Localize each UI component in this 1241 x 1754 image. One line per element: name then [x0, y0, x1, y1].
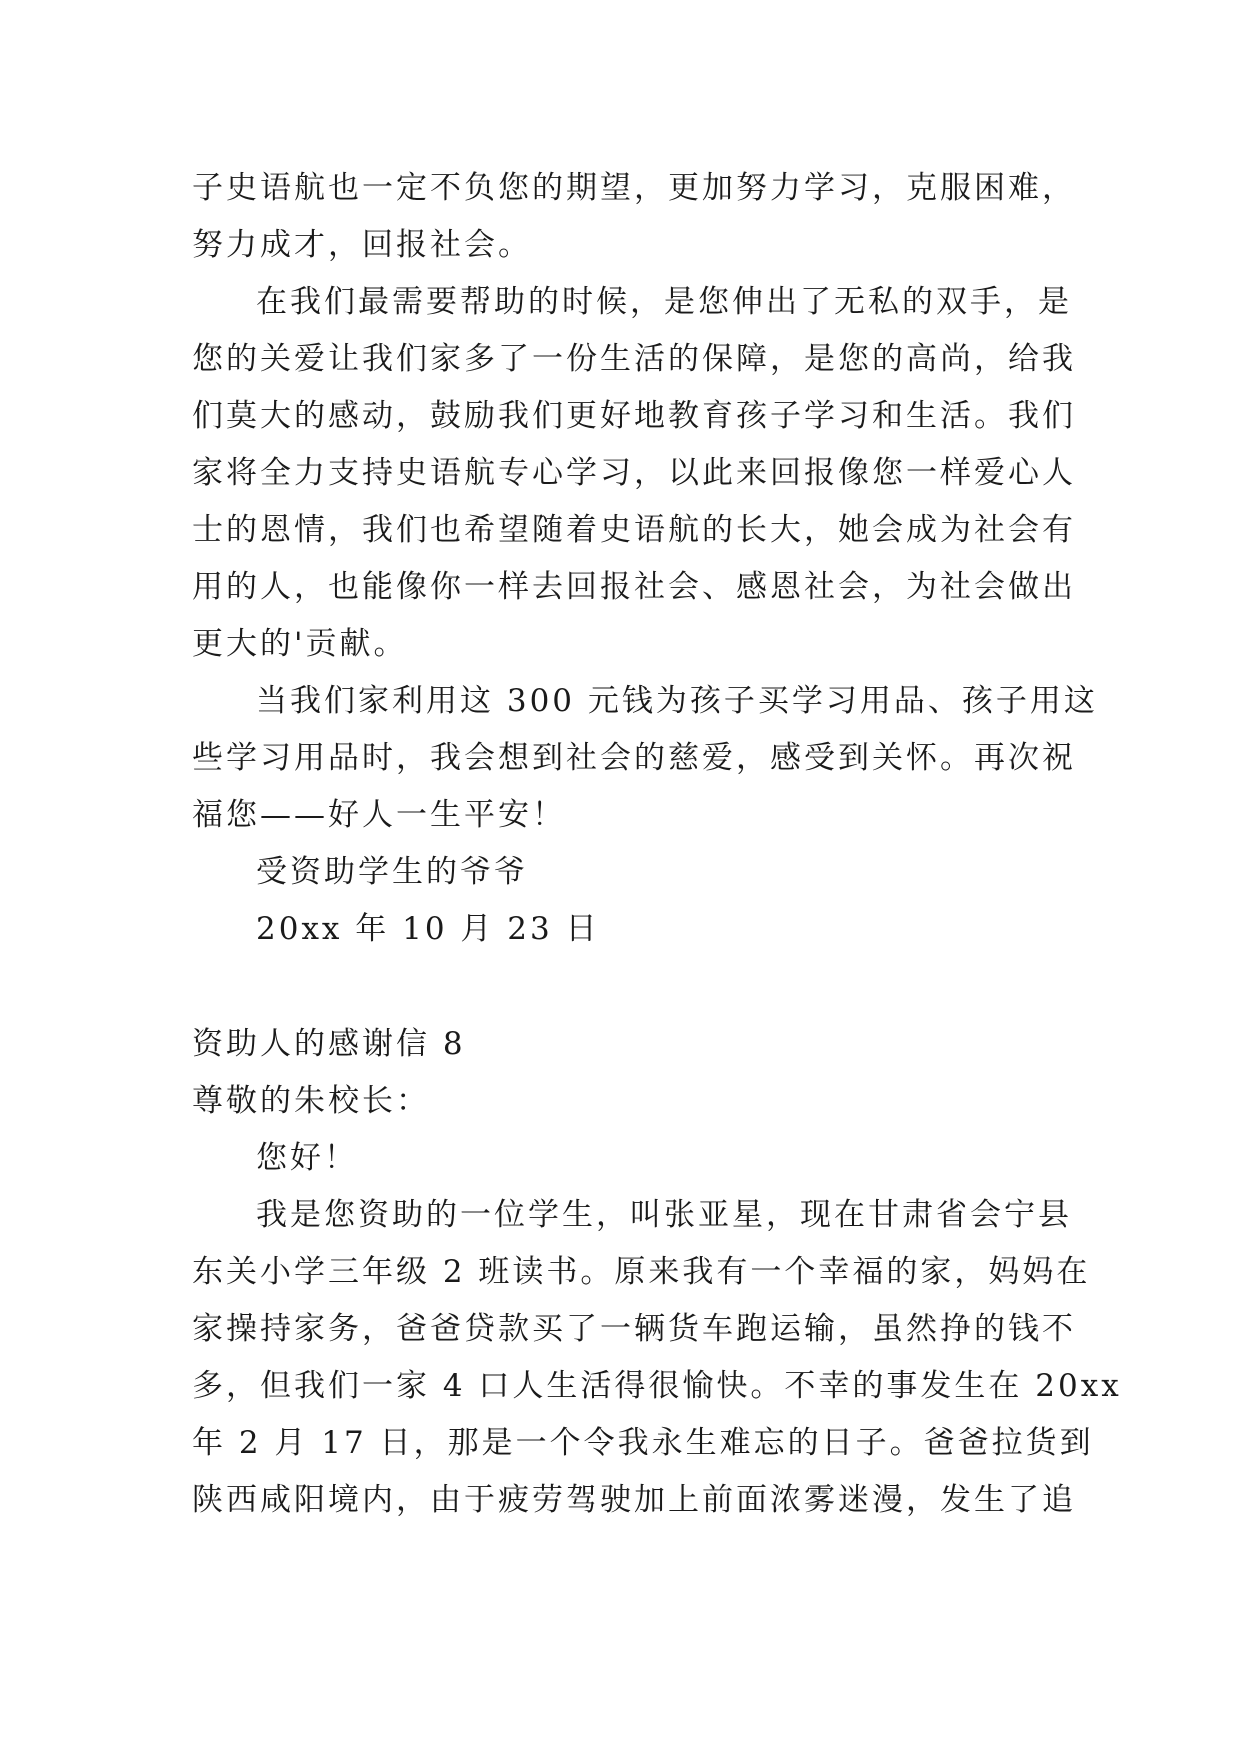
paragraph-line: 努力成才，回报社会。 [192, 227, 532, 263]
paragraph-line: 东关小学三年级 2 班读书。原来我有一个幸福的家，妈妈在 [192, 1254, 1091, 1290]
section-title: 资助人的感谢信 8 [192, 1026, 466, 1062]
salutation: 尊敬的朱校长： [192, 1083, 430, 1119]
paragraph-line: 士的恩情，我们也希望随着史语航的长大，她会成为社会有 [192, 512, 1076, 548]
paragraph-line: 在我们最需要帮助的时候，是您伸出了无私的双手，是 [256, 284, 1072, 320]
paragraph-line: 多，但我们一家 4 口人生活得很愉快。不幸的事发生在 20xx [192, 1368, 1122, 1404]
paragraph-line: 福您——好人一生平安！ [192, 797, 566, 833]
signature-line: 受资助学生的爷爷 [256, 854, 528, 890]
paragraph-line: 陕西咸阳境内，由于疲劳驾驶加上前面浓雾迷漫，发生了追 [192, 1482, 1076, 1518]
paragraph-line: 些学习用品时，我会想到社会的慈爱，感受到关怀。再次祝 [192, 740, 1076, 776]
paragraph-line: 更大的'贡献。 [192, 626, 408, 662]
paragraph-line: 您的关爱让我们家多了一份生活的保障，是您的高尚，给我 [192, 341, 1076, 377]
paragraph-line: 用的人，也能像你一样去回报社会、感恩社会，为社会做出 [192, 569, 1076, 605]
greeting: 您好！ [256, 1140, 358, 1176]
paragraph-line: 们莫大的感动，鼓励我们更好地教育孩子学习和生活。我们 [192, 398, 1076, 434]
date-line: 20xx 年 10 月 23 日 [256, 911, 600, 947]
paragraph-line: 家操持家务，爸爸贷款买了一辆货车跑运输，虽然挣的钱不 [192, 1311, 1076, 1347]
paragraph-line: 子史语航也一定不负您的期望，更加努力学习，克服困难， [192, 170, 1076, 206]
paragraph-line: 我是您资助的一位学生，叫张亚星，现在甘肃省会宁县 [256, 1197, 1072, 1233]
paragraph-line: 家将全力支持史语航专心学习，以此来回报像您一样爱心人 [192, 455, 1076, 491]
paragraph-line: 当我们家利用这 300 元钱为孩子买学习用品、孩子用这 [256, 683, 1098, 719]
paragraph-line: 年 2 月 17 日，那是一个令我永生难忘的日子。爸爸拉货到 [192, 1425, 1094, 1461]
